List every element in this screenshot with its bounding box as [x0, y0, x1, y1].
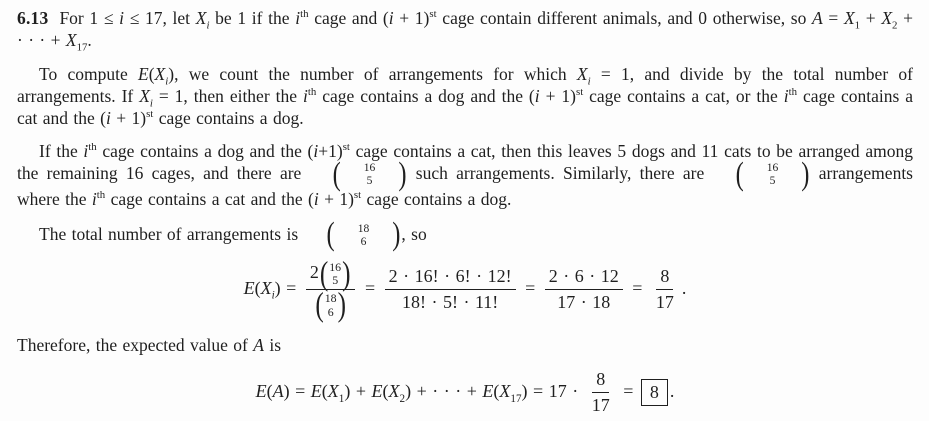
problem-number: 6.13: [17, 8, 49, 28]
solution-paragraph-therefore: Therefore, the expected value of A is: [17, 334, 282, 355]
solution-paragraph-compute: To compute $E(X_i)$, we count the number of arrangements for which $X_i = 1$, and divide by the total number of arrangements. If $X_i = 1$, then either the $i^{th}$ cage contains a dog and the $(i + 1)^{st}$ cage contains a cat, or the $i^{th}$ cage contains a cat and the $(i + 1)^{st}$ cage contains a dog.: [17, 64, 913, 128]
solution-paragraph-cases: If the $i^{th}$ cage contains a dog and the $(i+1)^{st}$ cage contains a cat, then this leaves 5 dogs and 11 cats to be arranged among the remaining 16 cages, and there are ( 16 5 ) such arrangements. Similarly, there are ( 16 5 ) arrangements where the $i^{th}$ cage contains a cat and the $(i + 1)^{st}$ cage contains a dog.: [17, 141, 913, 209]
equation-expected-a: $E(A) = E(X_1) + E(X_2)$ + · · · + $E(X_{17}) = 17$ · $\frac{8}{17}$ = 8 .: [255, 368, 675, 416]
solution-paragraph-total: The total number of arrangements is ( 18 6 ) , so: [39, 216, 427, 253]
equation-expected-xi: $E(X_i)$ = 2 ( 16 5 ) ( 18 6 ) = $\frac{2 \cdot 16! \cdot 6! \cdot 12!}{18! \cdot 5! \cdot 11!}$ = $\frac{2 \cdot 6 \cdot 12}{17 \cdot 18}$ = $\frac{8}{17}$ .: [243, 256, 687, 324]
problem-text: For 1 ≤ i ≤ 17, let $X_i$ be 1 if the $i^{th}$ cage and $(i + 1)^{st}$ cage contain different animals, and 0 otherwise, so $A = X_1 + X_2$ + · · · + $X_{17}$.: [17, 8, 914, 54]
answer-box: 8: [641, 379, 668, 407]
problem-statement: [17, 7, 914, 54]
